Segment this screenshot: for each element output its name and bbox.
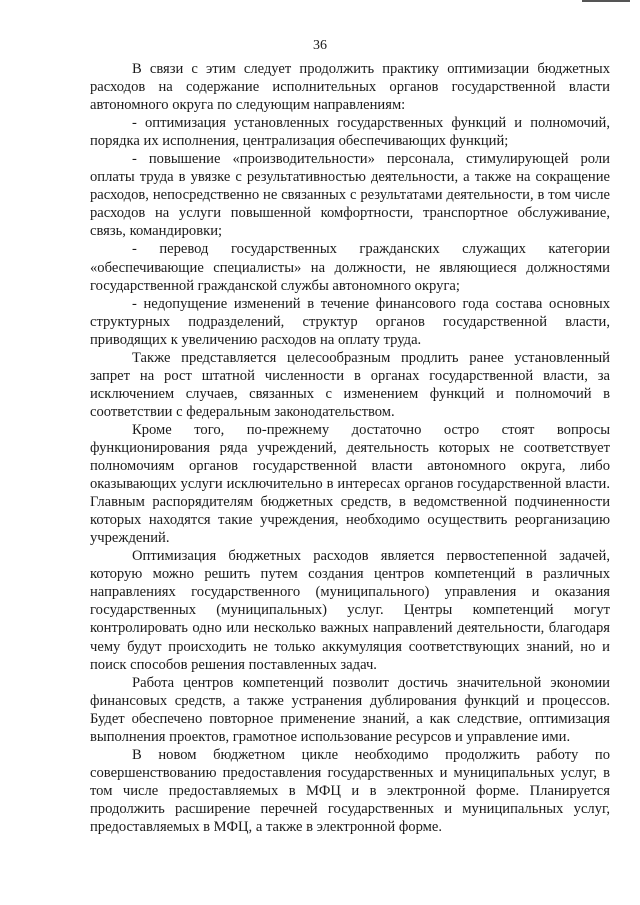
scan-corner-mark [582,0,630,6]
paragraph-intro: В связи с этим следует продолжить практику оптимизации бюджетных расходов на содержание исполнительных органов государственной власти автономного округа по следующим направлениям: [90,61,610,114]
paragraph-staff-ban: Также представляется целесообразным продлить ранее установленный запрет на рост штатной численности в органах государственной власти, за исключением случаев, связанных с изменением функций и полномочий в соответствии с федеральным законодательством. [90,349,610,420]
paragraph-institutions: Кроме того, по-прежнему достаточно остро стоят вопросы функционирования ряда учреждений, деятельность которых не соответствует полномочиям органов государственной власти автономного округа, либо оказывающих услуги исключительно в интересах органов государственной власти. Главным распорядителям бюджетных средств, в ведомственной подчиненности которых находятся такие учреждения, необходимо осуществить реорганизацию учреждений. [90,421,610,547]
document-body [90,60,610,836]
list-item-productivity: - повышение «производительности» персонала, стимулирующей роли оплаты труда в увязке с результативностью деятельности, а также на сокращение расходов, непосредственно не связанных с результатами деятельности, в том числе расходов на услуги повышенной комфортности, транспортное обслуживание, связь, командировки; [90,151,610,240]
page-number: 36 [313,38,327,53]
list-item-no-changes: - недопущение изменений в течение финансового года состава основных структурных подразделений, структур органов государственной власти, приводящих к увеличению расходов на оплату труда. [90,295,610,348]
list-item-optimization: - оптимизация установленных государственных функций и полномочий, порядка их исполнения, централизация обеспечивающих функций; [90,115,610,150]
list-item-transfer: - перевод государственных гражданских служащих категории «обеспечивающие специалисты» на должности, не являющиеся должностями государственной гражданской службы автономного округа; [90,241,610,294]
paragraph-services: В новом бюджетном цикле необходимо продолжить работу по совершенствованию предоставления государственных и муниципальных услуг, в том числе предоставляемых в МФЦ и в электронной форме. Планируется продолжить расширение перечней государственных и муниципальных услуг, предоставляемых в МФЦ, а также в электронной форме. [90,746,610,835]
paragraph-competence-work: Работа центров компетенций позволит достичь значительной экономии финансовых средств, а также устранения дублирования функций и процессов. Будет обеспечено повторное применение знаний, а как следствие, оптимизация выполнения проектов, грамотное использование ресурсов и управление ими. [90,674,610,745]
paragraph-competence-centers: Оптимизация бюджетных расходов является первостепенной задачей, которую можно решить путем создания центров компетенций в различных направлениях государственного (муниципального) управления и оказания государственных (муниципальных) услуг. Центры компетенций могут контролировать одно или несколько важных направлений деятельности, благодаря чему будут происходить не только аккумуляция соответствующих знаний, но и поиск способов решения поставленных задач. [90,548,610,673]
